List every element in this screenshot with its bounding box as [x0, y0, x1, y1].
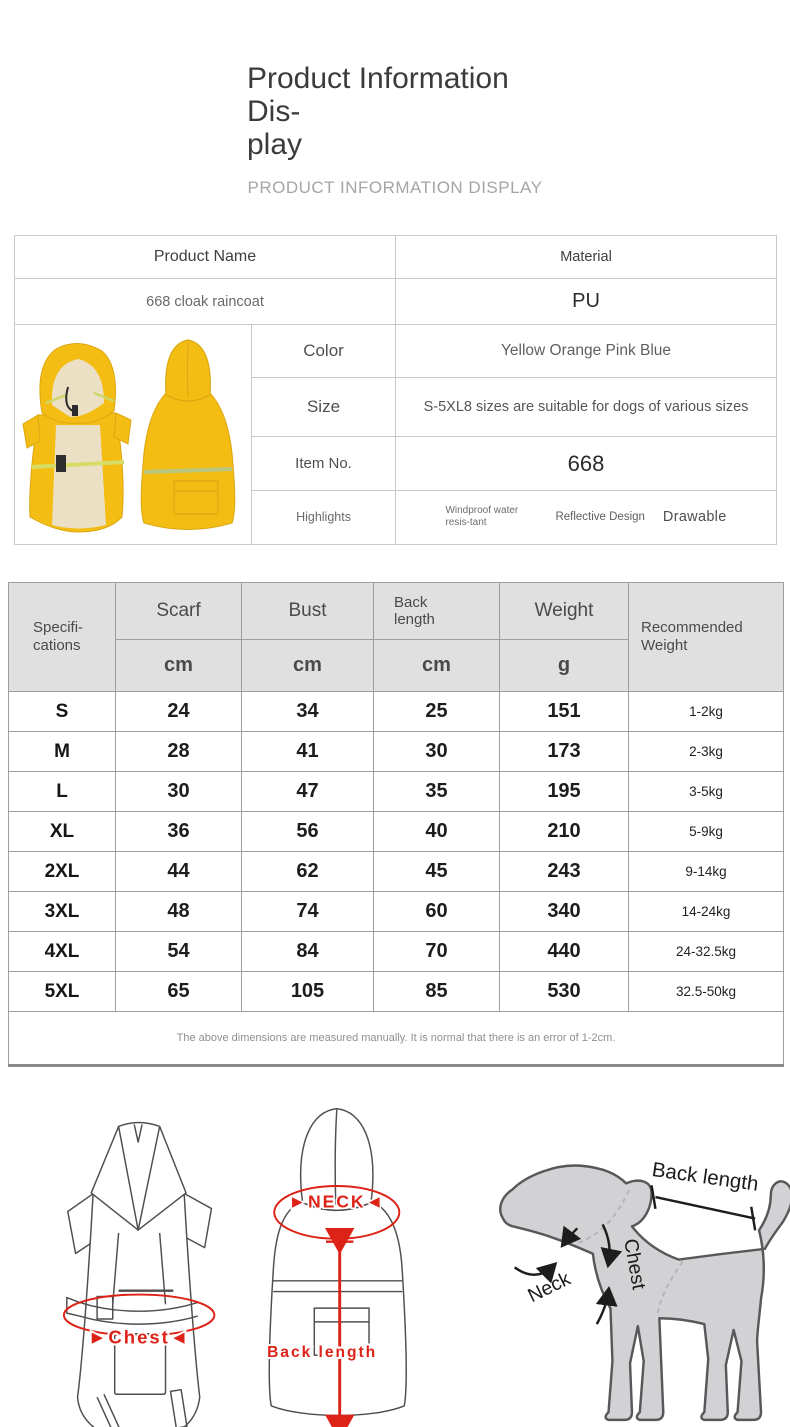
col-header-weight: Weight — [500, 583, 629, 640]
page-title-line2: play — [247, 128, 303, 161]
weight-cell: 210 — [500, 812, 629, 852]
item-no-value: 668 — [396, 437, 777, 491]
material-value: PU — [396, 279, 777, 325]
color-value: Yellow Orange Pink Blue — [396, 325, 777, 378]
back-line2: length — [394, 611, 435, 628]
rec-line2: Weight — [641, 637, 688, 654]
rec-cell: 24-32.5kg — [629, 932, 784, 972]
chest-measure-label: ►Chest◄ — [88, 1326, 191, 1348]
scarf-cell: 44 — [116, 852, 242, 892]
dog-chest-label: Chest — [618, 1237, 650, 1292]
bust-cell: 62 — [242, 852, 374, 892]
scarf-cell: 36 — [116, 812, 242, 852]
product-info-table — [14, 235, 777, 545]
rec-cell: 32.5-50kg — [629, 972, 784, 1012]
size-cell: 2XL — [9, 852, 116, 892]
col-header-recommended-weight — [629, 583, 784, 692]
product-photo — [16, 325, 251, 539]
size-row-s — [9, 692, 784, 732]
unit-back: cm — [374, 640, 500, 692]
size-cell: S — [9, 692, 116, 732]
bust-cell: 41 — [242, 732, 374, 772]
weight-cell: 530 — [500, 972, 629, 1012]
dog-measure-diagram — [458, 1133, 790, 1427]
size-cell: 5XL — [9, 972, 116, 1012]
measurement-diagrams — [0, 1091, 790, 1427]
bust-cell: 105 — [242, 972, 374, 1012]
back-cell: 70 — [374, 932, 500, 972]
bust-cell: 84 — [242, 932, 374, 972]
size-row-5xl — [9, 972, 784, 1012]
bust-cell: 74 — [242, 892, 374, 932]
page-title — [247, 62, 543, 161]
scarf-cell: 48 — [116, 892, 242, 932]
scarf-cell: 65 — [116, 972, 242, 1012]
highlight-drawable: Drawable — [662, 509, 727, 526]
bust-cell: 47 — [242, 772, 374, 812]
back-cell: 25 — [374, 692, 500, 732]
unit-bust: cm — [242, 640, 374, 692]
size-row-3xl — [9, 892, 784, 932]
weight-cell: 151 — [500, 692, 629, 732]
weight-cell: 440 — [500, 932, 629, 972]
scarf-cell: 24 — [116, 692, 242, 732]
col-header-scarf: Scarf — [116, 583, 242, 640]
size-label: Size — [252, 377, 396, 436]
page-title-line1: Product Information Dis- — [247, 62, 509, 128]
bust-cell: 34 — [242, 692, 374, 732]
material-header: Material — [396, 236, 777, 279]
scarf-cell: 30 — [116, 772, 242, 812]
raincoat-front-photo — [23, 343, 131, 532]
unit-scarf: cm — [116, 640, 242, 692]
page-header — [0, 0, 790, 198]
product-name-value: 668 cloak raincoat — [15, 279, 396, 325]
back-cell: 60 — [374, 892, 500, 932]
size-row-2xl — [9, 852, 784, 892]
size-row-l — [9, 772, 784, 812]
size-chart-table — [8, 582, 784, 1067]
scarf-cell: 28 — [116, 732, 242, 772]
highlights-value — [396, 490, 777, 544]
product-name-header: Product Name — [15, 236, 396, 279]
rec-cell: 2-3kg — [629, 732, 784, 772]
spec-line2: cations — [33, 637, 81, 654]
rec-line1: Recommended — [641, 619, 743, 636]
back-length-label: Back length — [267, 1344, 378, 1362]
rec-cell: 5-9kg — [629, 812, 784, 852]
size-row-m — [9, 732, 784, 772]
size-cell: 4XL — [9, 932, 116, 972]
color-label: Color — [252, 325, 396, 378]
size-cell: 3XL — [9, 892, 116, 932]
spec-line1: Specifi- — [33, 619, 84, 636]
bust-cell: 56 — [242, 812, 374, 852]
rec-cell: 3-5kg — [629, 772, 784, 812]
raincoat-back-sketch — [240, 1091, 436, 1427]
dog-neck-label: Neck — [524, 1267, 574, 1308]
scarf-cell: 54 — [116, 932, 242, 972]
dog-back-length-label: Back length — [650, 1158, 760, 1196]
neck-measure-label: ►NECK◄ — [288, 1191, 386, 1212]
size-value: S-5XL8 sizes are suitable for dogs of various sizes — [396, 377, 777, 436]
rec-cell: 9-14kg — [629, 852, 784, 892]
col-header-back-length — [374, 583, 500, 640]
page-subtitle: PRODUCT INFORMATION DISPLAY — [247, 178, 543, 197]
back-cell: 40 — [374, 812, 500, 852]
back-line1: Back — [394, 594, 428, 611]
raincoat-back-photo — [141, 340, 235, 530]
size-row-xl — [9, 812, 784, 852]
measurement-note: The above dimensions are measured manually. It is normal that there is an error of 1-2cm. — [9, 1012, 784, 1066]
rec-cell: 1-2kg — [629, 692, 784, 732]
size-cell: M — [9, 732, 116, 772]
size-row-4xl — [9, 932, 784, 972]
product-photo-cell — [15, 325, 252, 545]
back-cell: 35 — [374, 772, 500, 812]
dog-back-length-annotation — [650, 1158, 759, 1230]
highlights-label: Highlights — [252, 490, 396, 544]
dog-neck-annotation — [514, 1228, 577, 1307]
item-no-label: Item No. — [252, 437, 396, 491]
col-header-bust: Bust — [242, 583, 374, 640]
rec-cell: 14-24kg — [629, 892, 784, 932]
size-cell: XL — [9, 812, 116, 852]
back-cell: 45 — [374, 852, 500, 892]
highlight-reflective: Reflective Design — [555, 511, 645, 524]
raincoat-front-sketch — [58, 1095, 224, 1427]
weight-cell: 173 — [500, 732, 629, 772]
col-header-specifications — [9, 583, 116, 692]
weight-cell: 243 — [500, 852, 629, 892]
highlight-windproof: Windproof water resis-tant — [445, 505, 519, 529]
size-cell: L — [9, 772, 116, 812]
weight-cell: 195 — [500, 772, 629, 812]
back-cell: 85 — [374, 972, 500, 1012]
unit-weight: g — [500, 640, 629, 692]
weight-cell: 340 — [500, 892, 629, 932]
back-cell: 30 — [374, 732, 500, 772]
